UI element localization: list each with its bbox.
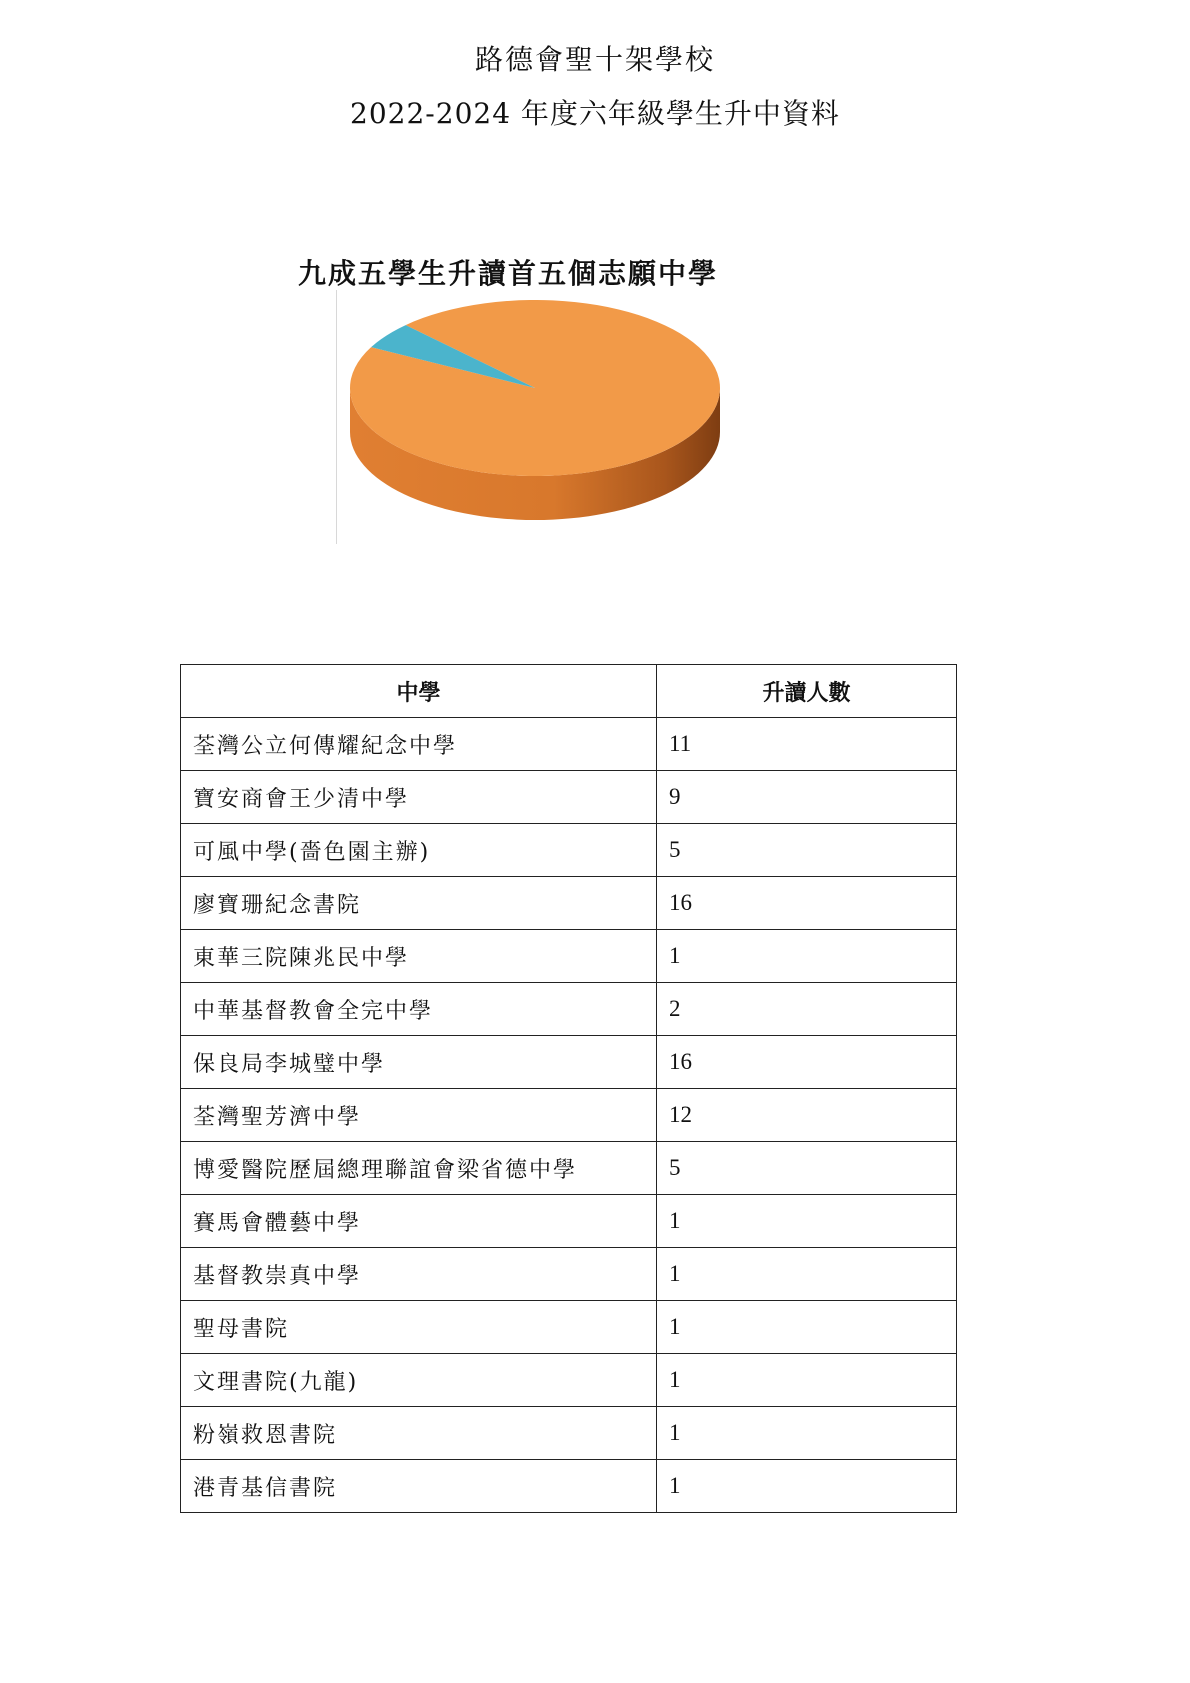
school-name-cell: 廖寶珊紀念書院 — [181, 877, 657, 930]
student-count-cell: 1 — [657, 1248, 957, 1301]
school-name-cell: 東華三院陳兆民中學 — [181, 930, 657, 983]
chart-title: 九成五學生升讀首五個志願中學 — [298, 257, 719, 290]
school-table — [180, 664, 957, 1513]
table-row — [181, 771, 957, 824]
student-count-cell: 9 — [657, 771, 957, 824]
student-count-cell: 12 — [657, 1089, 957, 1142]
table-row — [181, 983, 957, 1036]
table-row — [181, 1089, 957, 1142]
table-row — [181, 718, 957, 771]
student-count-cell: 1 — [657, 1195, 957, 1248]
student-count-cell: 2 — [657, 983, 957, 1036]
student-count-cell: 5 — [657, 1142, 957, 1195]
school-name-cell: 可風中學(嗇色園主辦) — [181, 824, 657, 877]
table-row — [181, 1460, 957, 1513]
school-name-cell: 文理書院(九龍) — [181, 1354, 657, 1407]
student-count-cell: 11 — [657, 718, 957, 771]
student-count-cell: 1 — [657, 930, 957, 983]
table-row — [181, 1301, 957, 1354]
school-name-cell: 聖母書院 — [181, 1301, 657, 1354]
student-count-cell: 1 — [657, 1460, 957, 1513]
school-name-cell: 賽馬會體藝中學 — [181, 1195, 657, 1248]
school-name-cell: 寶安商會王少清中學 — [181, 771, 657, 824]
student-count-cell: 16 — [657, 877, 957, 930]
student-count-cell: 1 — [657, 1301, 957, 1354]
table-row — [181, 930, 957, 983]
student-count-cell: 16 — [657, 1036, 957, 1089]
pie-chart — [340, 300, 740, 540]
table-row — [181, 1407, 957, 1460]
table-row — [181, 1354, 957, 1407]
school-name-cell: 港青基信書院 — [181, 1460, 657, 1513]
school-name-cell: 粉嶺救恩書院 — [181, 1407, 657, 1460]
student-count-cell: 5 — [657, 824, 957, 877]
student-count-cell: 1 — [657, 1354, 957, 1407]
school-name-cell: 基督教崇真中學 — [181, 1248, 657, 1301]
school-name: 路德會聖十架學校 — [474, 43, 715, 76]
table-row — [181, 1248, 957, 1301]
school-name-cell: 中華基督教會全完中學 — [181, 983, 657, 1036]
pie-top — [350, 300, 720, 476]
table-row — [181, 1195, 957, 1248]
header-school: 中學 — [181, 665, 657, 718]
school-name-cell: 博愛醫院歷屆總理聯誼會梁省德中學 — [181, 1142, 657, 1195]
table-header-row — [181, 665, 957, 718]
school-name-cell: 荃灣公立何傳耀紀念中學 — [181, 718, 657, 771]
school-name-cell: 荃灣聖芳濟中學 — [181, 1089, 657, 1142]
table-row — [181, 877, 957, 930]
table-row — [181, 1142, 957, 1195]
document-subtitle: 2022-2024 年度六年級學生升中資料 — [350, 97, 840, 130]
table-row — [181, 824, 957, 877]
chart-frame-divider — [336, 290, 337, 544]
student-count-cell: 1 — [657, 1407, 957, 1460]
table-row — [181, 1036, 957, 1089]
school-name-cell: 保良局李城璧中學 — [181, 1036, 657, 1089]
header-count: 升讀人數 — [657, 665, 957, 718]
